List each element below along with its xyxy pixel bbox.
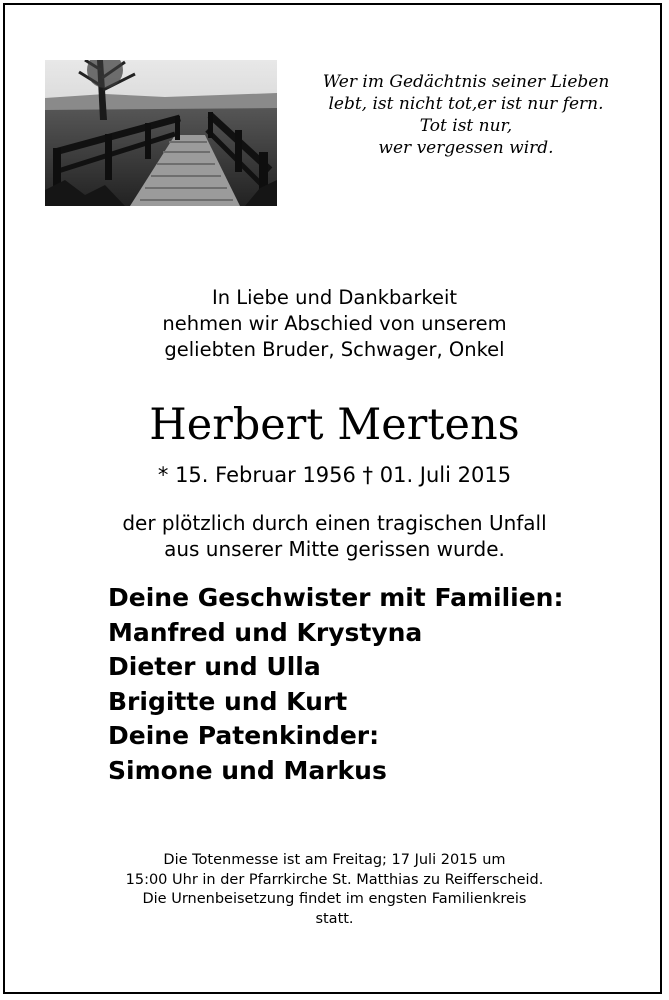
deceased-name: Herbert Mertens [149,400,520,450]
intro-line: nehmen wir Abschied von unserem [162,312,507,335]
mourners-list [108,581,563,788]
quote-line: wer vergessen wird. [378,138,554,158]
mourner-line: Deine Patenkinder: [108,721,380,750]
bridge-photo [45,60,277,206]
service-info [5,851,664,929]
intro-line: In Liebe und Dankbarkeit [211,286,458,309]
service-line: 15:00 Uhr in der Pfarrkirche St. Matthias zu Reifferscheid. [125,871,544,888]
cause-text [5,510,664,562]
service-line: Die Urnenbeisetzung findet im engsten Familienkreis [142,891,527,907]
quote-line: lebt, ist nicht tot,er ist nur fern. [328,94,604,114]
cause-line: der plötzlich durch einen tragischen Unfall [122,511,547,535]
life-dates: * 15. Februar 1956 † 01. Juli 2015 [157,463,512,487]
cause-line: aus unserer Mitte gerissen wurde. [164,537,505,561]
bridge-image [45,60,277,206]
obituary-frame [3,3,662,994]
quote-line: Tot ist nur, [419,116,513,136]
mourner-line: Dieter und Ulla [108,652,321,681]
memorial-quote [287,71,645,159]
intro-text [5,285,664,363]
mourner-line: Manfred und Krystyna [108,617,423,647]
intro-line: geliebten Bruder, Schwager, Onkel [164,338,505,361]
mourner-line: Brigitte und Kurt [108,686,348,716]
mourner-line: Simone und Markus [108,755,387,785]
mourner-line: Deine Geschwister mit Familien: [108,583,564,612]
service-line: Die Totenmesse ist am Freitag; 17 Juli 2015 um [163,852,506,868]
quote-line: Wer im Gedächtnis seiner Lieben [322,72,610,92]
service-line: statt. [315,910,354,927]
